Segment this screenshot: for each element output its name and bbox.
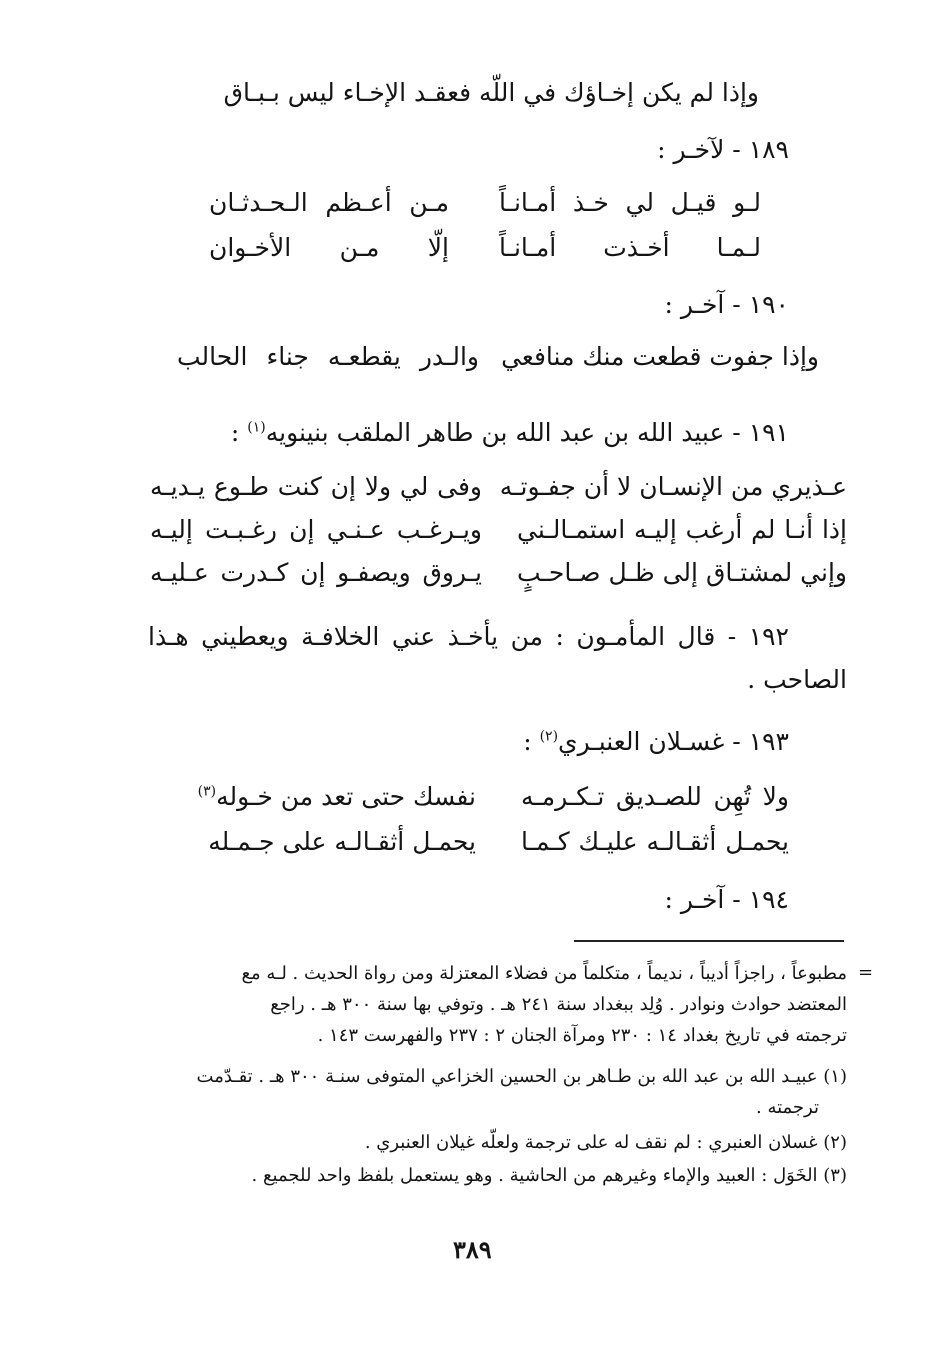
hemistich-second xyxy=(197,782,476,811)
hemistich-second: يحمـل أثقـالـه على جـمـله xyxy=(208,827,476,856)
hemistich-first: لـو قيـل لي خـذ أمـانـاً xyxy=(499,188,761,217)
footnote-continued-line-3: ترجمته في تاريخ بغداد ١٤ : ٢٣٠ ومرآة الجنان ٢ : ٢٣٧ والفهرست ١٤٣ . xyxy=(317,1025,847,1046)
entry-191-text: ١٩١ - عبيد الله بن عبد الله بن طاهر الملقب بنينويه xyxy=(265,418,789,447)
continuation-mark: = xyxy=(858,962,874,983)
hemistich-first: لـمـا أخـذت أمـانـاً xyxy=(499,233,761,262)
footnote-1-line-1: (١) عبيـد الله بن عبد الله بن طـاهر بن الحسين الخزاعي المتوفى سنـة ٣٠٠ هـ . تقـدّمت xyxy=(196,1066,847,1087)
verse-193-1 xyxy=(197,782,789,811)
entry-189-heading: ١٨٩ - لآخـر : xyxy=(657,135,789,164)
entry-194-heading: ١٩٤ - آخـر : xyxy=(664,885,789,914)
footnote-ref-3: (٣) xyxy=(197,783,217,800)
entry-190-heading: ١٩٠ - آخـر : xyxy=(664,290,789,319)
verse-189-1 xyxy=(209,188,761,217)
hemistich-second: يـروق ويصفـو إن كـدرت عـليـه xyxy=(150,558,482,587)
hemistich-first: ولا تُهِن للصـديق تـكـرمـه xyxy=(521,782,789,811)
hemistich-second: ويـرغـب عـنـي إن رغـبـت إليـه xyxy=(150,515,482,544)
footnote-continued-line-1: مطبوعاً ، راجزاً أديباً ، نديماً ، متكلماً من فضلاء المعتزلة ومن رواة الحديث . لـه مع xyxy=(241,963,847,984)
verse-191-2 xyxy=(150,515,847,544)
hemistich-second: وفى لي ولا إن كنت طـوع يـديـه xyxy=(150,472,482,501)
entry-193-heading xyxy=(523,727,789,756)
hemistich-first: يحمـل أثقـالـه عليـك كـمـا xyxy=(521,827,789,856)
hemistich-first: وإذا جفوت قطعت منك منافعي xyxy=(501,342,819,371)
footnote-3: (٣) الخَوَل : العبيد والإماء وغيرهم من الحاشية . وهو يستعمل بلفظ واحد للجميع . xyxy=(251,1165,847,1186)
page-number: ٣٨٩ xyxy=(453,1235,492,1264)
entry-191-heading xyxy=(231,418,789,447)
footnote-continued-line-2: المعتضد حوادث ونوادر . وُلِد ببغداد سنة ٢٤١ هـ . وتوفي بها سنة ٣٠٠ هـ . راجع xyxy=(270,994,847,1015)
verse-193-2 xyxy=(208,827,789,856)
hemistich-second: مـن أعـظم الـحـدثـان xyxy=(209,188,449,217)
hemistich-second-text: نفسك حتى تعد من خـوله xyxy=(216,782,476,811)
hemistich-second: والـدر يقطعـه جناء الحالب xyxy=(177,342,479,371)
hemistich-first: وإني لمشتـاق إلى ظـل صـاحـبٍ xyxy=(517,558,847,587)
entry-191-colon: : xyxy=(230,418,248,447)
verse-line-opening: وإذا لم يكن إخـاؤك في اللّه فعقـد الإخـاء ليس بـبـاق xyxy=(223,78,759,107)
entry-193-text: ١٩٣ - غسـلان العنبـري xyxy=(558,727,789,756)
footnote-divider xyxy=(574,940,844,942)
verse-191-1 xyxy=(150,472,847,501)
hemistich-second: إلّا مـن الأخـوان xyxy=(209,233,449,262)
entry-192-line-1: ١٩٢ - قال المأمـون : من يأخـذ عني الخلافـة ويعطيني هـذا xyxy=(148,622,789,651)
entry-192-line-2: الصاحب . xyxy=(747,665,847,694)
footnote-ref-2: (٢) xyxy=(539,728,559,745)
verse-190-1 xyxy=(177,342,819,371)
entry-193-colon: : xyxy=(523,727,540,756)
footnote-ref-1: (١) xyxy=(247,419,266,436)
verse-189-2 xyxy=(209,233,761,262)
verse-191-3 xyxy=(150,558,847,587)
hemistich-first: عـذيري من الإنسـان لا أن جفـوتـه xyxy=(499,472,847,501)
footnote-1-line-2: ترجمته . xyxy=(756,1097,819,1118)
hemistich-first: إذا أنـا لم أرغب إليـه استمـالـني xyxy=(517,515,847,544)
footnote-2: (٢) غسلان العنبري : لم نقف له على ترجمة ولعلّه غيلان العنبري . xyxy=(364,1132,847,1153)
